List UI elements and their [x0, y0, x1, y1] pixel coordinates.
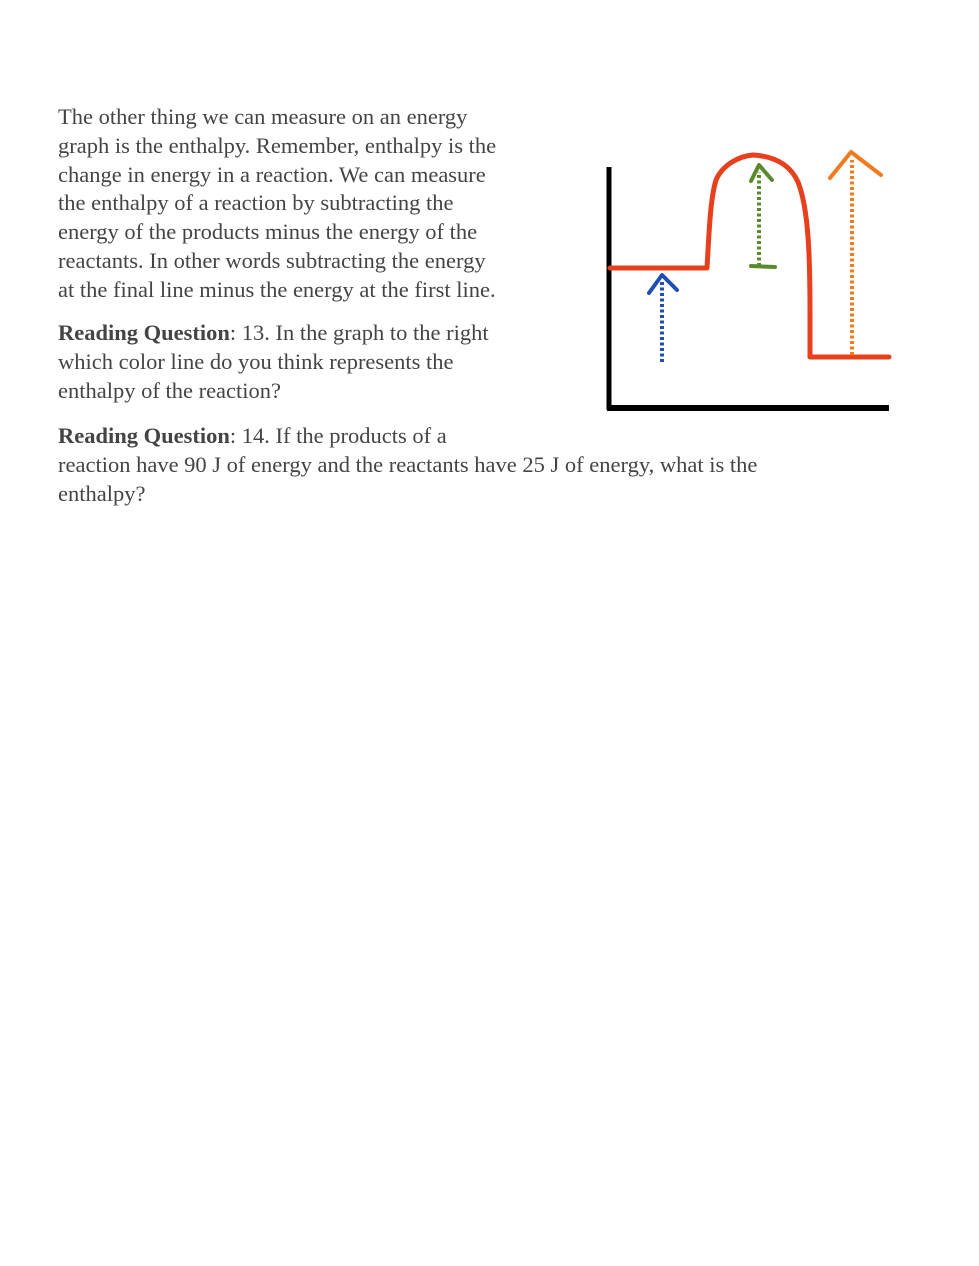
question-13-text-start: : 13. In the graph to the right: [229, 320, 489, 345]
question-14-line-1: [58, 422, 757, 451]
question-13-line-2: which color line do you think represents the: [58, 348, 454, 374]
question-13-label: Reading Question: [58, 320, 230, 345]
intro-line-1: The other thing we can measure on an energy: [58, 104, 468, 129]
orange-arrow: [830, 152, 881, 355]
question-14-text-start: : 14. If the products of a: [229, 423, 447, 448]
graph-axes: [607, 167, 889, 410]
energy-curve: [610, 155, 889, 357]
blue-arrow: [649, 275, 677, 362]
question-14-line-3: enthalpy?: [58, 480, 146, 506]
intro-line-2: graph is the enthalpy. Remember, enthalpy is the: [58, 132, 497, 158]
question-14-line-2: reaction have 90 J of energy and the reactants have 25 J of energy, what is the: [58, 451, 758, 477]
reading-question-14: [58, 422, 757, 508]
question-13-line-1: [58, 319, 489, 348]
intro-line-5: energy of the products minus the energy of the: [58, 219, 478, 245]
intro-line-3: change in energy in a reaction. We can measure: [58, 161, 486, 187]
green-arrow: [751, 165, 775, 267]
intro-line-6: reactants. In other words subtracting the energy: [58, 247, 486, 273]
reading-question-13: [58, 319, 489, 405]
intro-line-4: the enthalpy of a reaction by subtracting the: [58, 190, 454, 216]
intro-line-7: at the final line minus the energy at the first line.: [58, 276, 496, 302]
intro-paragraph: [58, 103, 496, 305]
question-14-label: Reading Question: [58, 423, 230, 448]
question-13-line-3: enthalpy of the reaction?: [58, 377, 282, 403]
energy-graph: [600, 140, 900, 420]
